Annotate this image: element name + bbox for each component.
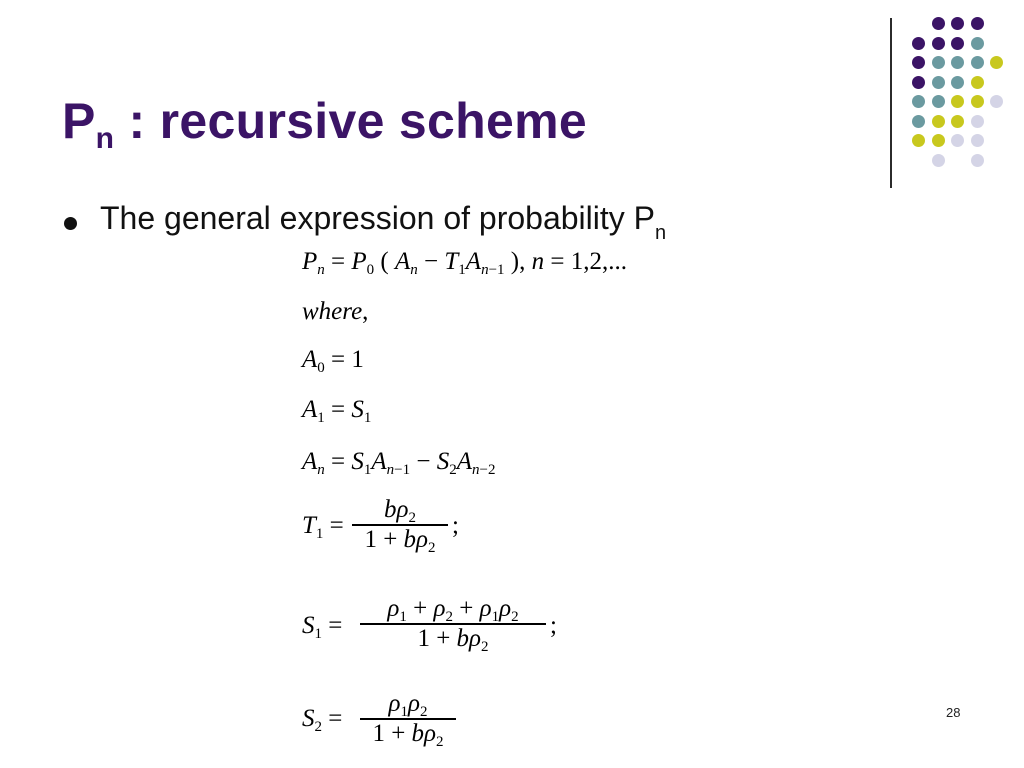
- fraction-t1: $b\rho_2$ $1 + b\rho_2$: [352, 496, 448, 554]
- decorative-dot: [932, 76, 945, 89]
- decorative-dot: [932, 37, 945, 50]
- decorative-dot: [951, 37, 964, 50]
- decorative-dot: [971, 37, 984, 50]
- decorative-dot: [971, 56, 984, 69]
- decorative-dot: [990, 56, 1003, 69]
- decorative-dot: [951, 115, 964, 128]
- decorative-dot: [932, 134, 945, 147]
- semicolon-s1: ;: [550, 612, 557, 639]
- decorative-dot: [932, 95, 945, 108]
- semicolon-t1: ;: [452, 512, 459, 539]
- equation-s2: $S_2$ =: [302, 705, 343, 735]
- decorative-dot: [912, 76, 925, 89]
- decorative-dot: [990, 95, 1003, 108]
- decorative-dot: [951, 56, 964, 69]
- decorative-dot: [971, 115, 984, 128]
- equation-where: where,: [302, 298, 369, 325]
- decorative-dot: [971, 134, 984, 147]
- decorative-dot: [951, 76, 964, 89]
- decorative-dot: [971, 76, 984, 89]
- decorative-dot: [912, 37, 925, 50]
- decorative-dot: [971, 17, 984, 30]
- equation-s1: $S_1$ =: [302, 612, 343, 642]
- decorative-dot: [932, 154, 945, 167]
- decorative-dot: [971, 95, 984, 108]
- decorative-dot: [912, 95, 925, 108]
- decorative-dot: [912, 134, 925, 147]
- equation-a0: $A_0 = 1$: [302, 346, 364, 376]
- slide-title: $P_n$ : recursive scheme: [62, 93, 587, 155]
- bullet-icon: [64, 217, 77, 230]
- fraction-s1: $\rho_1 + \rho_2 + \rho_1\rho_2$ $1 + b\rho_2$: [360, 595, 546, 653]
- decorative-divider: [890, 18, 892, 188]
- decorative-dot: [912, 115, 925, 128]
- equation-a1: $A_1 = S_1$: [302, 396, 372, 426]
- decorative-dot: [951, 134, 964, 147]
- decorative-dot: [932, 56, 945, 69]
- decorative-dot: [951, 95, 964, 108]
- decorative-dot: [932, 17, 945, 30]
- decorative-dot: [971, 154, 984, 167]
- decorative-dot: [912, 56, 925, 69]
- equation-t1: $T_1$ =: [302, 512, 344, 542]
- bullet-text: The general expression of probability $P_n$: [100, 200, 667, 244]
- fraction-s2: $\rho_1\rho_2$ $1 + b\rho_2$: [360, 690, 456, 748]
- equation-pn: $P_n = P_0$ ( $A_n - T_1A_{n-1}$ ), n = 1,2,...: [302, 248, 627, 278]
- decorative-dot: [932, 115, 945, 128]
- equation-an: $A_n = S_1A_{n-1} - S_2A_{n-2}$: [302, 448, 496, 478]
- decorative-dot: [951, 17, 964, 30]
- page-number: 28: [946, 705, 961, 720]
